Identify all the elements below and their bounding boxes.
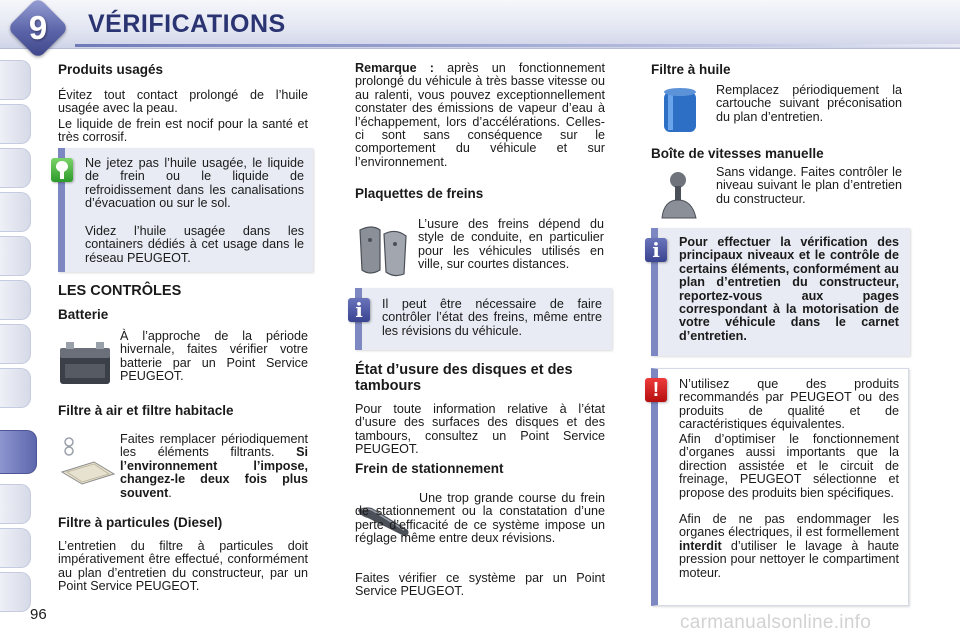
section-title-controles: LES CONTRÔLES: [58, 283, 182, 299]
section-title-filtre-particules: Filtre à particules (Diesel): [58, 515, 223, 530]
chapter-tabs: [0, 48, 40, 640]
chapter-tab[interactable]: [0, 484, 31, 524]
brake-pads-icon: [354, 220, 414, 280]
section-title-frein-stationnement: Frein de stationnement: [355, 461, 504, 476]
filtre-air-text-normal: Faites remplacer périodiquement les éléments filtrants.: [120, 432, 308, 460]
warning-icon: !: [645, 378, 667, 402]
chapter-tab[interactable]: [0, 104, 31, 144]
page-title: VÉRIFICATIONS: [88, 10, 286, 38]
chapter-tab-active[interactable]: [0, 430, 37, 474]
frein-stationnement-text-1: Une trop grande course du frein de stationnement ou la constatation d’une perte d’efficacité de ce système impose un réglage même entre deux révisions.: [355, 491, 605, 546]
chapter-tab[interactable]: [0, 572, 31, 612]
produits-usages-text-2: Le liquide de frein est nocif pour la santé et très corrosif.: [58, 117, 308, 145]
chapter-tab[interactable]: [0, 324, 31, 364]
section-title-produits-usages: Produits usagés: [58, 62, 164, 77]
produits-usages-text-1: Évitez tout contact prolongé de l’huile usagée avec la peau.: [58, 88, 308, 116]
chapter-tab[interactable]: [0, 280, 31, 320]
boite-vitesses-text: Sans vidange. Faites contrôler le niveau suivant le plan d’entretien du constructeur.: [716, 165, 902, 206]
page-number: 96: [30, 606, 47, 623]
remarque-body: après un fonctionnement prolongé du véhicule à très basse vitesse ou au ralenti, vous pouvez exceptionnellement constater des émissions de vapeur d’eau à l’échappement, lors d’accélérations. Celles-ci sont sans conséquence sur le comportement du véhicule et sur l’environnement.: [355, 61, 606, 169]
warning-note-text-3c: d’utiliser le lavage à haute pression pour nettoyer le compartiment moteur.: [679, 538, 899, 580]
section-title-filtre-huile: Filtre à huile: [651, 62, 731, 77]
filtre-air-text-end: .: [168, 485, 172, 500]
remarque-text: [355, 62, 605, 169]
filtre-particules-text: L’entretien du filtre à particules doit impérativement être effectué, conformément au plan d’entretien du constructeur, par un Point Service PEUGEOT.: [58, 539, 308, 594]
chapter-tab[interactable]: [0, 236, 31, 276]
warning-note-text-2: Afin d’optimiser le fonctionnement d’organes aussi importants que la direction assistée et le circuit de freinage, PEUGEOT sélectionne et propose des produits bien spécifiques.: [679, 432, 899, 500]
chapter-tab[interactable]: [0, 368, 31, 408]
info-note-freins-text: Il peut être nécessaire de faire contrôler l’état des freins, même entre les révisions du véhicule.: [382, 297, 602, 338]
warning-note-text-1: N’utilisez que des produits recommandés par PEUGEOT ou des produits de qualité et de caractéristiques équivalentes.: [679, 377, 899, 432]
eco-note-text-2: Videz l’huile usagée dans les containers dédiés à cet usage dans le réseau PEUGEOT.: [85, 224, 304, 265]
section-title-filtre-air: Filtre à air et filtre habitacle: [58, 403, 234, 418]
info-note-verification-text: Pour effectuer la vérification des principaux niveaux et le contrôle de certains éléments, conformément au plan d’entretien du constructeur, reportez-vous aux pages correspondant à la motorisation de votre véhicule dans le carnet d’entretien.: [679, 235, 899, 343]
section-title-boite-vitesses: Boîte de vitesses manuelle: [651, 146, 824, 161]
info-icon: i: [348, 298, 370, 322]
oil-filter-icon: [660, 86, 700, 136]
warning-note-text-3a: Afin de ne pas endommager les organes électriques, il est formellement: [679, 512, 899, 540]
chapter-tab[interactable]: [0, 528, 31, 568]
chapter-tab[interactable]: [0, 60, 31, 100]
eco-note-text-1: Ne jetez pas l’huile usagée, le liquide de frein ou le liquide de refroidissement dans les canalisations d’évacuation ou sur le sol.: [85, 156, 304, 211]
air-filter-icon: [58, 432, 118, 486]
chapter-tab[interactable]: [0, 148, 31, 188]
filtre-huile-text: Remplacez périodiquement la cartouche suivant préconisation du plan d’entretien.: [716, 83, 902, 124]
chapter-tab[interactable]: [0, 192, 31, 232]
section-title-batterie: Batterie: [58, 307, 109, 322]
remarque-label: Remarque :: [355, 61, 434, 75]
plaquettes-text: L’usure des freins dépend du style de conduite, en particulier pour les véhicules utilisés en ville, sur courtes distances.: [418, 217, 604, 272]
gear-lever-icon: [656, 170, 702, 222]
batterie-text: À l’approche de la période hivernale, faites vérifier votre batterie par un Point Service PEUGEOT.: [120, 329, 308, 384]
filtre-air-text: [120, 433, 308, 500]
tree-icon: [51, 158, 73, 182]
header-underline: [75, 44, 960, 47]
battery-icon: [56, 336, 114, 388]
frein-stationnement-text-2: Faites vérifier ce système par un Point Service PEUGEOT.: [355, 571, 605, 599]
info-icon: i: [645, 238, 667, 262]
section-title-disques: État d’usure des disques et des tambours: [355, 362, 573, 394]
watermark: carmanualsonline.info: [680, 612, 872, 633]
chapter-number: 9: [28, 9, 48, 46]
filtre-air-text-bold: Si l’environnement l’impose, changez-le deux fois plus souvent: [120, 445, 309, 500]
warning-note-text-3: [679, 513, 899, 580]
section-title-plaquettes: Plaquettes de freins: [355, 186, 484, 201]
warning-note-interdit: interdit: [679, 538, 722, 553]
disques-text: Pour toute information relative à l’état d’usure des surfaces des disques et des tambours, consultez un Point Service PEUGEOT.: [355, 402, 605, 457]
